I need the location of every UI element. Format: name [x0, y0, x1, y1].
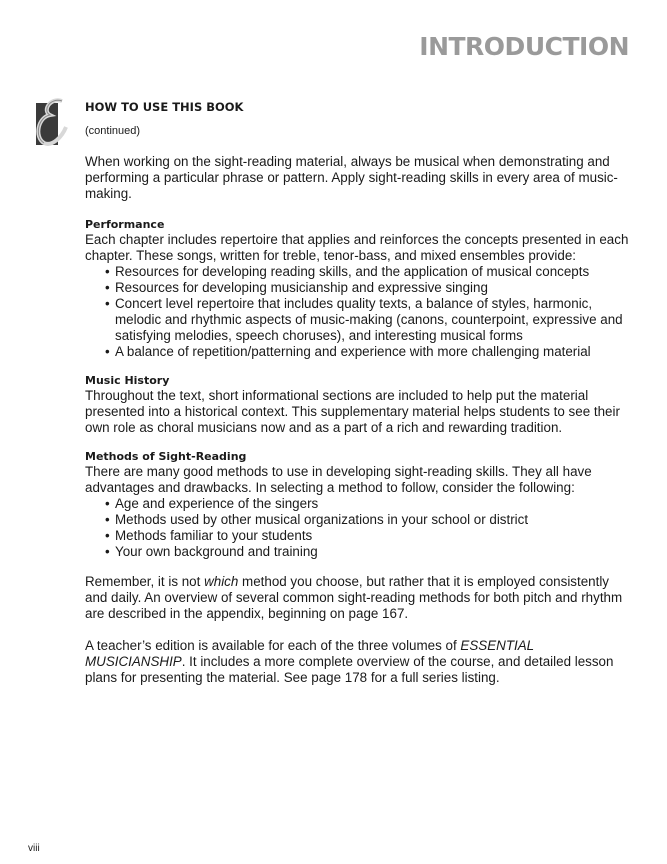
list-item: • Concert level repertoire that includes quality texts, a balance of styles, harmonic, melodic and rhythmic aspects of music-making (canons, counterpoint, expressive and satisfying melodies, speech choruses), and interesting musical forms [105, 296, 633, 344]
teacher-text-a: A teacher’s edition is available for each of the three volumes of [85, 638, 461, 653]
list-item: • Methods familiar to your students [105, 528, 633, 544]
book-title: ESSENTIAL MUSICIANSHIP [85, 638, 534, 669]
section-title: HOW TO USE THIS BOOK [85, 100, 244, 114]
intro-text: When working on the sight-reading material, always be musical when demonstrating and performing a particular phrase or pattern. Apply sight-reading skills in every area of music-making. [85, 154, 618, 201]
performance-heading: Performance [85, 218, 165, 231]
remember-emphasis: which [204, 574, 239, 589]
methods-text: There are many good methods to use in developing sight-reading skills. They all have advantages and drawbacks. In selecting a method to follow, consider the following: [85, 464, 592, 495]
performance-section [85, 218, 633, 360]
remember-text-a: Remember, it is not [85, 574, 205, 589]
methods-list [85, 496, 633, 560]
remember-paragraph [85, 574, 633, 622]
page-number: viii [28, 843, 40, 854]
history-section [85, 374, 633, 436]
history-text: Throughout the text, short informational sections are included to help put the material presented into a historical context. This supplementary material helps students to see their own role as choral musicians now and as a part of a rich and rewarding tradition. [85, 388, 620, 435]
methods-heading: Methods of Sight-Reading [85, 450, 247, 463]
remember-text-b: method you choose, but rather that it is employed consistently and daily. An overview of several common sight-reading methods for both pitch and rhythm are described in the appendix, beginning on page 167. [85, 574, 623, 621]
methods-section [85, 450, 633, 560]
section-subtitle: (continued) [85, 125, 141, 137]
e-logo-icon [32, 97, 68, 147]
performance-text: Each chapter includes repertoire that applies and reinforces the concepts presented in each chapter. These songs, written for treble, tenor-bass, and mixed ensembles provide: [85, 232, 629, 263]
teacher-text-b: . It includes a more complete overview of the course, and detailed lesson plans for presenting the material. See page 178 for a full series listing. [85, 654, 614, 685]
list-item: • Methods used by other musical organizations in your school or district [105, 512, 633, 528]
list-item: • Resources for developing musicianship and expressive singing [105, 280, 633, 296]
history-heading: Music History [85, 374, 170, 387]
chapter-header: INTRODUCTION [419, 32, 629, 61]
list-item: • Resources for developing reading skills, and the application of musical concepts [105, 264, 633, 280]
list-item: • Age and experience of the singers [105, 496, 633, 512]
list-item: • Your own background and training [105, 544, 633, 560]
intro-paragraph [85, 154, 633, 202]
teacher-edition-paragraph [85, 638, 633, 686]
performance-list [85, 264, 633, 360]
list-item: • A balance of repetition/patterning and experience with more challenging material [105, 344, 633, 360]
